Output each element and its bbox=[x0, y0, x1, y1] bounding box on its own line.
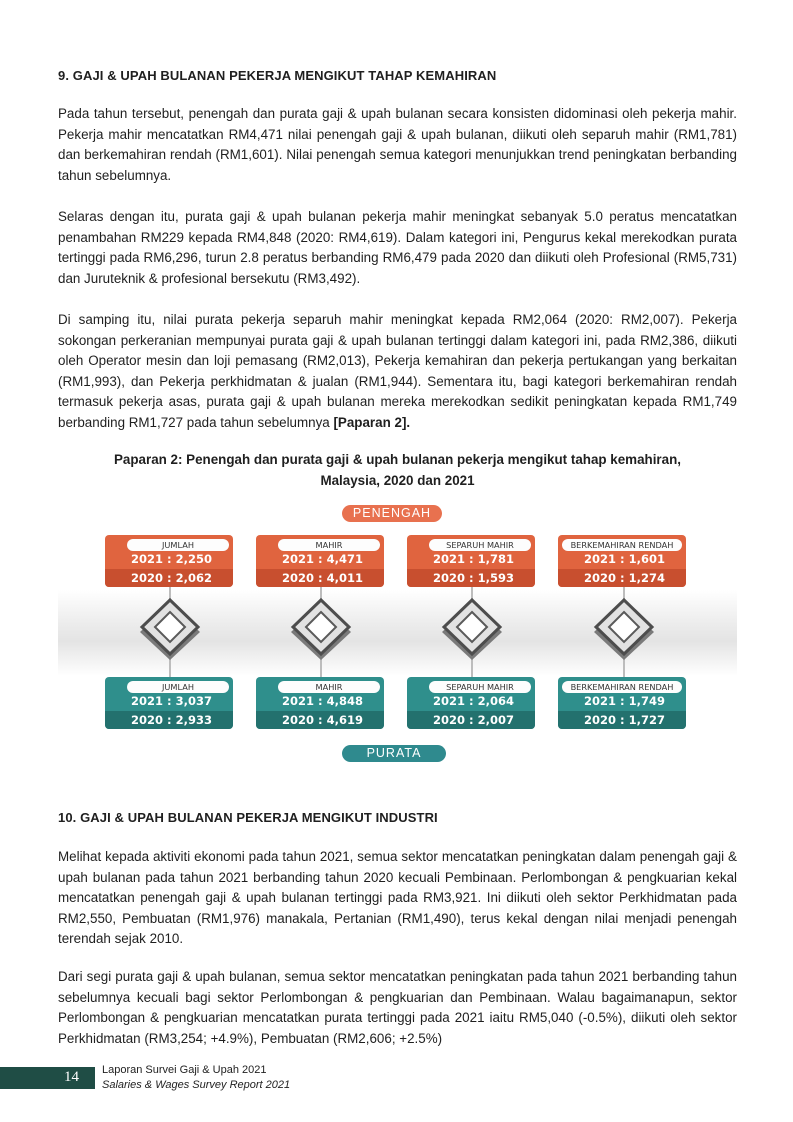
penengah-card-berkemahiran-rendah bbox=[558, 535, 686, 587]
figure-title bbox=[58, 450, 737, 491]
purata-card-berkemahiran-rendah bbox=[558, 677, 686, 729]
diamond-node-icon bbox=[286, 596, 356, 666]
card-category-label: SEPARUH MAHIR bbox=[429, 681, 531, 693]
page-number: 14 bbox=[64, 1069, 79, 1085]
card-category-label: SEPARUH MAHIR bbox=[429, 539, 531, 551]
diamond-node-icon bbox=[437, 596, 507, 666]
purata-label: PURATA bbox=[342, 745, 446, 762]
card-category-label: BERKEMAHIRAN RENDAH bbox=[562, 681, 682, 693]
value-2021: 2021 : 3,037 bbox=[131, 694, 212, 708]
section-10-paragraph-2: Dari segi purata gaji & upah bulanan, semua sektor mencatatkan peningkatan pada tahun 2021 berbanding tahun sebelumnya kecuali bagi sektor Perlombongan & pengkuarian dan Pembinaan. Walau bagaimanapun, sektor Perlombongan & pengkuarian mencatatkan purata tertinggi pada 2021 iaitu RM5,040 (-0.5%), diikuti oleh sektor Perkhidmatan (RM3,254; +4.9%), Pembuatan (RM2,606; +2.5%) bbox=[58, 969, 737, 1046]
figure-title-line-1: Paparan 2: Penengah dan purata gaji & upah bulanan pekerja mengikut tahap kemahiran, bbox=[113, 452, 681, 467]
penengah-card-mahir bbox=[256, 535, 384, 587]
card-category-label: MAHIR bbox=[278, 681, 380, 693]
diamond-node-icon bbox=[589, 596, 659, 666]
section-9-paragraph-2: Selaras dengan itu, purata gaji & upah bulanan pekerja mahir meningkat sebanyak 5.0 peratus mencatatkan penambahan RM229 kepada RM4,848 (2020: RM4,619). Dalam kategori ini, Pengurus kekal merekodkan purata tertinggi pada RM6,296, turun 2.8 peratus berbanding RM6,479 pada 2020 dan diikuti oleh Profesional (RM5,731) dan Juruteknik & profesional bersekutu (RM3,492). bbox=[58, 209, 737, 286]
section-10-heading: 10. GAJI & UPAH BULANAN PEKERJA MENGIKUT INDUSTRI bbox=[58, 810, 438, 825]
value-2021: 2021 : 2,250 bbox=[131, 552, 212, 566]
section-10-paragraph-1: Melihat kepada aktiviti ekonomi pada tahun 2021, semua sektor mencatatkan peningkatan dalam penengah gaji & upah bulanan pada tahun 2021 berbanding tahun 2020 kecuali Pembinaan. Perlombongan & pengkuarian kekal mencatatkan penengah gaji & upah bulanan tertinggi pada RM3,921. Ini diikuti oleh sektor Perkhidmatan pada RM2,550, Pembuatan (RM1,976) manakala, Pertanian (RM1,490), terus kekal dengan nilai menjadi penengah terendah sejak 2010. bbox=[58, 849, 737, 947]
card-category-label: JUMLAH bbox=[127, 539, 229, 551]
value-2020: 2020 : 1,274 bbox=[558, 569, 686, 587]
footer-bar bbox=[0, 1067, 95, 1089]
purata-card-jumlah bbox=[105, 677, 233, 729]
purata-card-mahir bbox=[256, 677, 384, 729]
footer-title-english: Salaries & Wages Survey Report 2021 bbox=[102, 1079, 291, 1091]
value-2020: 2020 : 4,011 bbox=[256, 569, 384, 587]
card-category-label: JUMLAH bbox=[127, 681, 229, 693]
section-9-heading: 9. GAJI & UPAH BULANAN PEKERJA MENGIKUT TAHAP KEMAHIRAN bbox=[58, 68, 497, 83]
value-2020: 2020 : 2,062 bbox=[105, 569, 233, 587]
paragraph-3-text: Di samping itu, nilai purata pekerja separuh mahir meningkat kepada RM2,064 (2020: RM2,007). Pekerja sokongan perkeranian mempunyai purata gaji & upah bulanan tertinggi dalam kategori ini, pada RM2,386, diikuti oleh Operator mesin dan loji pemasang (RM2,013), Pekerja kemahiran dan pekerja pertukangan yang berkaitan (RM1,993), dan Pekerja perkhidmatan & jualan (RM1,944). Sementara itu, bagi kategori berkemahiran rendah termasuk pekerja asas, purata gaji & upah bulanan mereka merekodkan sedikit peningkatan kepada RM1,749 berbanding RM1,727 pada tahun sebelumnya bbox=[58, 312, 737, 430]
penengah-label: PENENGAH bbox=[342, 505, 442, 522]
value-2020: 2020 : 1,727 bbox=[558, 711, 686, 729]
value-2020: 2020 : 2,933 bbox=[105, 711, 233, 729]
figure-reference: [Paparan 2]. bbox=[333, 414, 411, 430]
value-2021: 2021 : 1,781 bbox=[433, 552, 514, 566]
section-9-paragraph-1: Pada tahun tersebut, penengah dan purata gaji & upah bulanan secara konsisten didominasi oleh pekerja mahir. Pekerja mahir mencatatkan RM4,471 nilai penengah gaji & upah bulanan, diikuti oleh separuh mahir (RM1,781) dan berkemahiran rendah (RM1,601). Nilai penengah semua kategori menunjukkan trend peningkatan berbanding tahun sebelumnya. bbox=[58, 106, 737, 183]
value-2021: 2021 : 1,749 bbox=[584, 694, 665, 708]
penengah-card-separuh-mahir bbox=[407, 535, 535, 587]
value-2021: 2021 : 4,471 bbox=[282, 552, 363, 566]
card-category-label: BERKEMAHIRAN RENDAH bbox=[562, 539, 682, 551]
figure-title-line-2: Malaysia, 2020 dan 2021 bbox=[320, 472, 475, 488]
footer-title-malay: Laporan Survei Gaji & Upah 2021 bbox=[102, 1064, 267, 1076]
diamond-node-icon bbox=[135, 596, 205, 666]
value-2021: 2021 : 2,064 bbox=[433, 694, 514, 708]
section-9-paragraph-3 bbox=[58, 310, 737, 434]
card-category-label: MAHIR bbox=[278, 539, 380, 551]
value-2021: 2021 : 4,848 bbox=[282, 694, 363, 708]
penengah-card-jumlah bbox=[105, 535, 233, 587]
value-2021: 2021 : 1,601 bbox=[584, 552, 665, 566]
value-2020: 2020 : 4,619 bbox=[256, 711, 384, 729]
purata-card-separuh-mahir bbox=[407, 677, 535, 729]
value-2020: 2020 : 2,007 bbox=[407, 711, 535, 729]
value-2020: 2020 : 1,593 bbox=[407, 569, 535, 587]
